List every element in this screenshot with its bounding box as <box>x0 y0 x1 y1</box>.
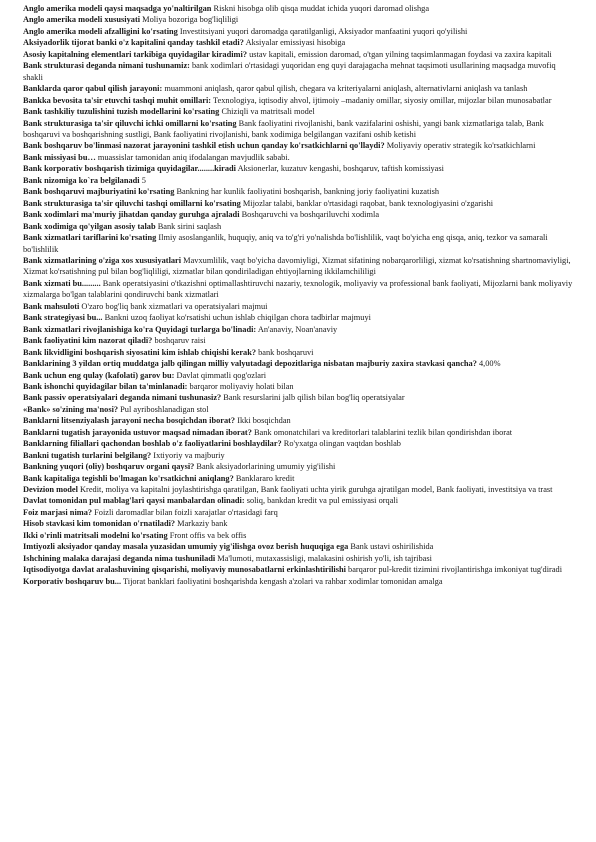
qa-entry <box>23 83 574 94</box>
qa-entry <box>23 530 574 541</box>
answer-text: boshqaruv raisi <box>152 336 206 346</box>
answer-text: Bank faoliyatini rivojlanishi, bank vazifalarini oshishi, yangi bank xizmatlariga talab, Bank boshqaruvi va boshqarishning sustligi, Bank faoliyatini rivojlanishi, bank xodimiga belgilangan vazifani oshib ketishi <box>23 118 544 139</box>
answer-text: barqaror moliyaviy holati bilan <box>187 381 294 391</box>
question-text: Bank uchun eng qulay (kafolati) garov bu: <box>23 370 175 380</box>
answer-text: Tijorat banklari faoliyatini boshqarishda kengash a'zolari va rahbar xodimlar tomonidan amalga <box>121 576 443 586</box>
qa-entry <box>23 106 574 117</box>
qa-entry <box>23 118 574 141</box>
qa-entry <box>23 175 574 186</box>
question-text: Banklarni litsenziyalash jarayoni necha bosqichdan iborat? <box>23 416 236 426</box>
question-text: Asosiy kapitalning elementlari tarkibiga quyidagilar kiradimi? <box>23 49 247 59</box>
question-text: Anglo amerika modeli afzalligini ko'rsating <box>23 26 178 36</box>
answer-text: 4,00% <box>476 359 501 369</box>
question-text: Bank boshqaruvi majburiyatini ko'rsating <box>23 187 175 197</box>
qa-entry <box>23 152 574 163</box>
question-text: Bank missiyasi bu… <box>23 152 96 162</box>
answer-text: Bank omonatchilari va kreditorlari talablarini tezlik bilan qondirishdan iborat <box>251 427 513 437</box>
answer-text: Ro'yxatga olingan vaqtdan boshlab <box>281 439 401 449</box>
question-text: Bank xizmati bu......... <box>23 278 101 288</box>
answer-text: An'anaviy, Noan'anaviy <box>256 324 338 334</box>
answer-text: muassislar tamonidan aniq ifodalangan mavjudlik sababi. <box>95 152 290 162</box>
qa-entry <box>23 221 574 232</box>
answer-text: soliq, bankdan kredit va pul emissiyasi orqali <box>244 496 399 506</box>
question-text: Bank strukturasiga ta'sir qiluvchi ichki omillarni ko'rsating <box>23 118 237 128</box>
qa-entry <box>23 301 574 312</box>
answer-text: Bank ustavi oshirilishida <box>348 542 434 552</box>
answer-text: Mavxumlilik, vaqt bo'yicha davomiyligi, Xizmat sifatining nobarqarorliligi, xizmat ko'rsatishning shartnomaviyligi, Xizmat ko'rsatishning pul bilan bog'liqliligi, xizmatlar bilan qondiriladigan ehtiyojlarning ikkilamchililigi <box>23 255 571 277</box>
qa-entry <box>23 495 574 506</box>
answer-text: barqaror pul-kredit tizimini rivojlantirishga imkoniyat tug'diradi <box>345 565 563 575</box>
qa-entry <box>23 60 574 83</box>
question-text: Bank kapitaliga tegishli bo'lmagan ko'rsatkichni aniqlang? <box>23 473 234 483</box>
qa-entry <box>23 232 574 255</box>
question-text: Bank nizomiga ko`ra belgilanadi <box>23 175 140 185</box>
answer-text: Bankning har kunlik faoliyatini boshqarish, bankning joriy faoliyatini kuzatish <box>174 187 440 197</box>
qa-entry <box>23 392 574 403</box>
question-text: Bank boshqaruv bo'linmasi nazorat jarayonini tashkil etish uchun qanday ko'rsatkichlarni qo'llaydi? <box>23 141 385 151</box>
answer-text: Markaziy bank <box>175 519 228 529</box>
question-text: Ishchining malaka darajasi deganda nima tushuniladi <box>23 553 216 563</box>
qa-entry <box>23 450 574 461</box>
question-text: Bank xizmatlari rivojlanishiga ko'ra Quyidagi turlarga bo'linadi: <box>23 324 257 334</box>
answer-text: Davlat qimmatli qog'ozlari <box>174 370 267 380</box>
answer-text: Bank aksiyadorlarining umumiy yig'ilishi <box>194 462 336 472</box>
question-text: Anglo amerika modeli qaysi maqsadga yo'naltirilgan <box>23 4 212 13</box>
question-text: Hisob stavkasi kim tomonidan o'rnatiladi? <box>23 519 176 529</box>
question-text: Bank likvidligini boshqarish siyosatini kim ishlab chiqishi kerak? <box>23 347 257 357</box>
question-text: «Bank» so'zining ma'nosi? <box>23 404 119 414</box>
question-text: Bankning yuqori (oliy) boshqaruv organi qaysi? <box>23 462 195 472</box>
question-text: Foiz marjasi nima? <box>23 507 93 517</box>
qa-entry <box>23 324 574 335</box>
question-text: Banklarning filiallari qachondan boshlab o'z faoliyatlarini boshlaydilar? <box>23 439 282 449</box>
qa-entry <box>23 415 574 426</box>
qa-entry <box>23 278 574 301</box>
answer-text: Foizli daromadlar bilan foizli xarajatlar o'rtasidagi farq <box>92 507 278 517</box>
qa-entry <box>23 438 574 449</box>
qa-entry <box>23 255 574 278</box>
question-text: Banklarda qaror qabul qilish jarayoni: <box>23 84 163 94</box>
answer-text: Texnologiya, iqtisodiy ahvol, ijtimoiy –madaniy omillar, siyosiy omillar, mijozlar bilan munosabatlar <box>211 95 552 105</box>
question-text: Iqtisodiyotga davlat aralashuvining qisqarishi, moliyaviy munosabatlarni erkinlashtirilishi <box>23 565 346 575</box>
question-text: Ikki o'rinli matritsali modelni ko'rsating <box>23 530 168 540</box>
qa-entry <box>23 3 574 14</box>
question-text: Bank xodimiga qo'yilgan asosiy talab <box>23 221 156 231</box>
answer-text: Bank sirini saqlash <box>155 221 222 231</box>
answer-text: Boshqaruvchi va boshqariluvchi xodimla <box>239 210 380 220</box>
answer-text: Riskni hisobga olib qisqa muddat ichida yuqori daromad olishga <box>211 4 430 13</box>
qa-entry <box>23 209 574 220</box>
answer-text: O'zaro bog'liq bank xizmatlari va operatsiyalari majmui <box>79 301 268 311</box>
answer-text: bank xodimlari o'rtasidagi yuqoridan eng quyi darajagacha mehnat taqsimoti usullarining maqsadga muvofiq shakli <box>23 61 556 82</box>
question-text: Imtiyozli aksiyador qanday masala yuzasidan umumiy yig'ilishga ovoz berish huquqiga ega <box>23 542 349 552</box>
qa-entry <box>23 347 574 358</box>
qa-entry <box>23 37 574 48</box>
answer-text: Moliya bozoriga bog'liqliligi <box>140 15 239 25</box>
answer-text: Front offis va bek offis <box>167 530 247 540</box>
qa-entry <box>23 335 574 346</box>
question-text: Davlat tomonidan pul mablag'lari qaysi manbalardan olinadi: <box>23 496 245 506</box>
question-text: Bank strategiyasi bu... <box>23 313 103 323</box>
qa-entry <box>23 473 574 484</box>
question-text: Banklarni tugatish jarayonida ustuvor maqsad nimadan iborat? <box>23 427 252 437</box>
question-text: Bank strukturasi deganda nimani tushunamiz: <box>23 61 190 71</box>
question-text: Anglo amerika modeli xususiyati <box>23 15 141 25</box>
question-text: Devizion model <box>23 485 78 495</box>
qa-entry <box>23 14 574 25</box>
qa-entry <box>23 95 574 106</box>
answer-text: Moliyaviy operativ strategik ko'rsatkichlarni <box>384 141 536 151</box>
qa-entry <box>23 484 574 495</box>
question-text: Bank ishonchi quyidagilar bilan ta'minlanadi: <box>23 381 188 391</box>
question-text: Bank mahsuloti <box>23 301 80 311</box>
question-text: Bank passiv operatsiyalari deganda nimani tushunasiz? <box>23 393 222 403</box>
qa-entry <box>23 564 574 575</box>
answer-text: Investitsiyani yuqori daromadga qaratilganligi, Aksiyador manfaatini yuqori qo'yilishi <box>177 26 468 36</box>
qa-entry <box>23 381 574 392</box>
answer-text: Ilmiy asoslanganlik, huquqiy, aniq va to'g'ri yo'nalishda bo'lishlilik, vaqt bo'yicha eng qisqa, aniq, tezkor va samarali bo'lishlilik <box>23 233 548 254</box>
qa-entry <box>23 163 574 174</box>
answer-text: Bank operatsiyasini o'tkazishni optimallashtiruvchi nazariy, texnologik, moliyaviy va professional bank faoliyati, Mijozlarni bank moliyaviy xizmalarga bo'lgan talablarini qondiruvchi bank xizmatlari <box>23 278 573 300</box>
question-text: Bank xizmatlarining o'ziga xos xususiyatlari <box>23 255 182 265</box>
question-text: Korporativ boshqaruv bu... <box>23 576 122 586</box>
qa-entry <box>23 49 574 60</box>
answer-text: Aksiyalar emissiyasi hisobiga <box>243 38 346 48</box>
answer-text: ustav kapitali, emission daromad, o'tgan yilning taqsimlanmagan foydasi va zaxira kapitali <box>247 49 552 59</box>
question-text: Bankni tugatish turlarini belgilang? <box>23 450 152 460</box>
qa-entry <box>23 427 574 438</box>
qa-entry <box>23 26 574 37</box>
qa-entry <box>23 461 574 472</box>
qa-entry <box>23 518 574 529</box>
answer-text: Aksionerlar, kuzatuv kengashi, boshqaruv, taftish komissiyasi <box>235 164 444 174</box>
answer-text: Mijozlar talabi, banklar o'rtasidagi raqobat, bank texnologiyasini o'zgarishi <box>240 198 494 208</box>
qa-entry <box>23 370 574 381</box>
question-text: Bank xizmatlari tariflarini ko'rsating <box>23 233 157 243</box>
answer-text: bank boshqaruvi <box>256 347 314 357</box>
answer-text: Chiziqli va matritsali model <box>219 107 315 117</box>
question-text: Aksiyadorlik tijorat banki o'z kapitalini qanday tashkil etadi? <box>23 38 244 48</box>
qa-entry <box>23 312 574 323</box>
qa-entry <box>23 404 574 415</box>
answer-text: muammoni aniqlash, qaror qabul qilish, chegara va kriteriyalarni aniqlash, alternativlarni aniqlash va tanlash <box>162 84 528 94</box>
question-text: Bank tashkiliy tuzulishini tuzish modellarini ko'rsating <box>23 107 220 117</box>
qa-entry <box>23 553 574 564</box>
answer-text: Pul ayriboshlanadigan stol <box>118 404 209 414</box>
qa-entry <box>23 576 574 587</box>
qa-entry <box>23 541 574 552</box>
qa-entry <box>23 198 574 209</box>
qa-entry <box>23 358 574 369</box>
answer-text: Kredit, moliya va kapitalni joylashtirishga qaratilgan, Bank faoliyati uchta yirik guruhga ajratilgan model, Bank faoliyati, investitsiya va trast <box>77 485 553 495</box>
question-text: Bank faoliyatini kim nazorat qiladi? <box>23 336 153 346</box>
answer-text: Bank resurslarini jalb qilish bilan bog'liq operatsiyalar <box>221 393 405 403</box>
answer-text: Bankni uzoq faoliyat ko'rsatishi uchun ishlab chiqilgan chora tadbirlar majmuyi <box>102 313 371 323</box>
answer-text: 5 <box>139 175 146 185</box>
question-text: Bank xodimlari ma'muriy jihatdan qanday guruhga ajraladi <box>23 210 240 220</box>
qa-entry <box>23 507 574 518</box>
answer-text: Ixtiyoriy va majburiy <box>151 450 225 460</box>
question-text: Bank korporativ boshqarish tizimiga quyidagilar........kiradi <box>23 164 236 174</box>
answer-text: Banklararo kredit <box>233 473 295 483</box>
qa-entry <box>23 186 574 197</box>
answer-text: Ma'lumoti, mutaxassisligi, malakasini oshirish yo'li, ish tajribasi <box>215 553 432 563</box>
question-text: Bank strukturasiga ta'sir qiluvchi tashqi omillarni ko'rsating <box>23 198 241 208</box>
qa-entry <box>23 140 574 151</box>
question-text: Bankka bevosita ta'sir etuvchi tashqi muhit omillari: <box>23 95 212 105</box>
question-text: Banklarining 3 yildan ortiq muddatga jalb qilingan milliy valyutadagi depozitlariga nisbatan majburiy zaxira stavkasi qancha? <box>23 359 477 369</box>
answer-text: Ikki bosqichdan <box>235 416 291 426</box>
